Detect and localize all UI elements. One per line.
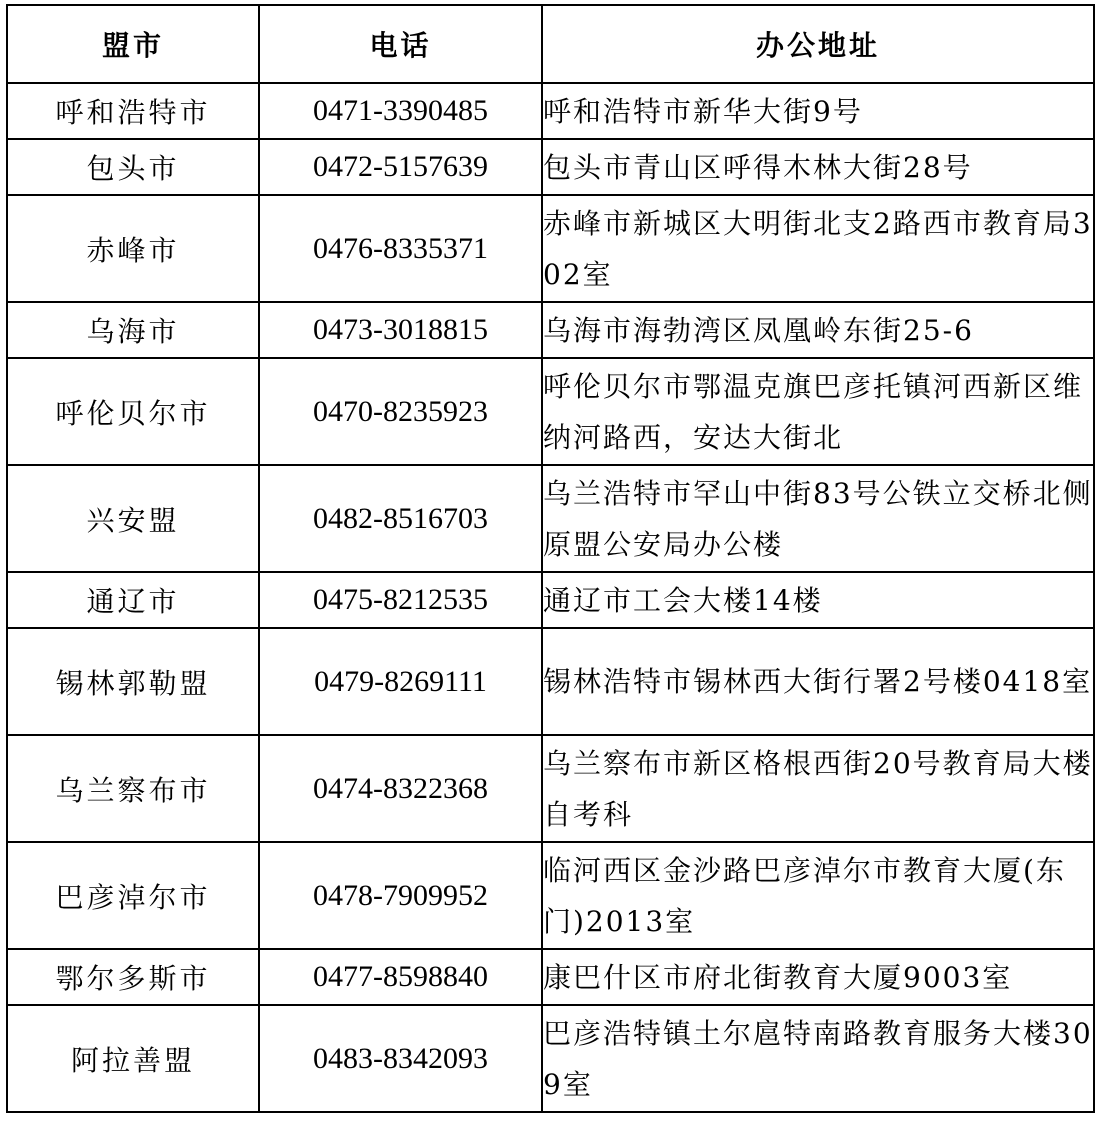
header-address: 办公地址	[542, 5, 1094, 83]
city-cell: 包头市	[7, 139, 259, 195]
city-cell: 兴安盟	[7, 465, 259, 572]
city-cell: 锡林郭勒盟	[7, 628, 259, 735]
table-row	[7, 195, 1094, 302]
address-cell: 呼伦贝尔市鄂温克旗巴彦托镇河西新区维纳河路西，安达大街北	[542, 358, 1094, 465]
phone-cell: 0477-8598840	[259, 949, 542, 1005]
address-cell: 包头市青山区呼得木林大街28号	[542, 139, 1094, 195]
table-row	[7, 358, 1094, 465]
table-row	[7, 842, 1094, 949]
address-cell: 呼和浩特市新华大街9号	[542, 83, 1094, 139]
table-row	[7, 302, 1094, 358]
table-row	[7, 1005, 1094, 1112]
table-row	[7, 572, 1094, 628]
table-row	[7, 83, 1094, 139]
city-cell: 赤峰市	[7, 195, 259, 302]
table-header-row	[7, 5, 1094, 83]
city-cell: 呼伦贝尔市	[7, 358, 259, 465]
city-cell: 鄂尔多斯市	[7, 949, 259, 1005]
phone-cell: 0482-8516703	[259, 465, 542, 572]
address-cell: 巴彦浩特镇土尔扈特南路教育服务大楼309室	[542, 1005, 1094, 1112]
address-cell: 乌兰浩特市罕山中街83号公铁立交桥北侧原盟公安局办公楼	[542, 465, 1094, 572]
address-cell: 康巴什区市府北街教育大厦9003室	[542, 949, 1094, 1005]
table-row	[7, 735, 1094, 842]
city-cell: 乌海市	[7, 302, 259, 358]
table-row	[7, 949, 1094, 1005]
phone-cell: 0475-8212535	[259, 572, 542, 628]
phone-cell: 0473-3018815	[259, 302, 542, 358]
address-cell: 乌海市海勃湾区凤凰岭东街25-6	[542, 302, 1094, 358]
phone-cell: 0472-5157639	[259, 139, 542, 195]
city-cell: 呼和浩特市	[7, 83, 259, 139]
header-city: 盟市	[7, 5, 259, 83]
phone-cell: 0483-8342093	[259, 1005, 542, 1112]
city-cell: 乌兰察布市	[7, 735, 259, 842]
phone-cell: 0478-7909952	[259, 842, 542, 949]
table-row	[7, 139, 1094, 195]
city-cell: 阿拉善盟	[7, 1005, 259, 1112]
address-cell: 锡林浩特市锡林西大街行署2号楼0418室	[542, 628, 1094, 735]
phone-cell: 0471-3390485	[259, 83, 542, 139]
address-cell: 通辽市工会大楼14楼	[542, 572, 1094, 628]
phone-cell: 0476-8335371	[259, 195, 542, 302]
phone-cell: 0479-8269111	[259, 628, 542, 735]
table-row	[7, 465, 1094, 572]
phone-cell: 0470-8235923	[259, 358, 542, 465]
address-cell: 临河西区金沙路巴彦淖尔市教育大厦(东门)2013室	[542, 842, 1094, 949]
contact-table	[6, 4, 1095, 1113]
city-cell: 巴彦淖尔市	[7, 842, 259, 949]
table-row	[7, 628, 1094, 735]
city-cell: 通辽市	[7, 572, 259, 628]
phone-cell: 0474-8322368	[259, 735, 542, 842]
address-cell: 乌兰察布市新区格根西街20号教育局大楼自考科	[542, 735, 1094, 842]
table-body	[7, 83, 1094, 1112]
address-cell: 赤峰市新城区大明街北支2路西市教育局302室	[542, 195, 1094, 302]
header-phone: 电话	[259, 5, 542, 83]
